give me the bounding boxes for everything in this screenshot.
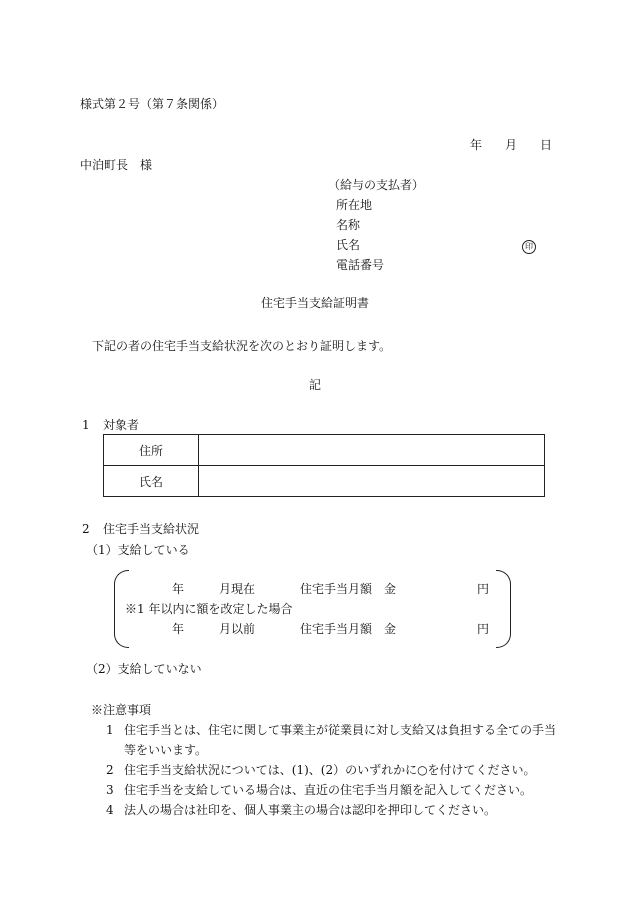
name-label-cell: 氏名 [104,466,199,497]
name-value-cell[interactable] [199,466,545,497]
option-not-paid: （2）支給していない [86,662,202,676]
table-row [104,466,545,497]
subject-table [103,434,545,497]
payer-address-label: 所在地 [336,198,373,212]
note-text: 法人の場合は社印を、個人事業主の場合は認印を押印してください。 [124,803,497,817]
payer-phone-label: 電話番号 [336,258,385,272]
note-text: 住宅手当を支給している場合は、直近の住宅手当月額を記入してください。 [124,783,533,797]
table-row [104,435,545,466]
date-year: 年 [470,138,483,152]
seal-icon: 印 [522,240,536,254]
line1-amount: 住宅手当月額 金 [300,582,397,596]
note-num: 4 [106,803,114,817]
note-text: 住宅手当支給状況については、(1)、(2）のいずれかに○を付けてください。 [124,763,536,777]
note-num: 2 [106,763,114,777]
section1-number: 1 [82,418,90,432]
line1-yen: 円 [477,582,490,596]
line2-yen: 円 [477,622,490,636]
section2-number: 2 [82,522,90,536]
note-text: 住宅手当とは、住宅に関して事業主が従業員に対し支給又は負担する全ての手当 [124,723,557,737]
line2-year: 年 [172,622,185,636]
option-paid: （1）支給している [86,543,190,557]
form-number: 様式第２号（第７条関係） [80,97,225,111]
date-month: 月 [505,138,518,152]
payer-person-label: 氏名 [336,238,361,252]
revision-note: ※1 年以内に額を改定した場合 [125,602,293,616]
note-text-cont: 等をいいます。 [124,743,208,757]
date-day: 日 [540,138,553,152]
notes-heading: ※注意事項 [91,703,152,717]
line2-amount: 住宅手当月額 金 [300,622,397,636]
section1-heading: 対象者 [103,418,140,432]
line1-month: 月現在 [219,582,256,596]
intro-text: 下記の者の住宅手当支給状況を次のとおり証明します。 [92,339,392,353]
address-label-cell: 住所 [104,435,199,466]
line1-year: 年 [172,582,185,596]
seal-mark [522,238,536,254]
payer-heading: （給与の支払者） [328,178,425,192]
document-title: 住宅手当支給証明書 [261,296,370,310]
address-value-cell[interactable] [199,435,545,466]
ki-mark: 記 [309,378,322,392]
note-num: 1 [106,723,114,737]
payer-name-label: 名称 [336,218,361,232]
note-num: 3 [106,783,114,797]
section2-heading: 住宅手当支給状況 [103,522,200,536]
addressee: 中泊町長 様 [80,158,153,172]
right-bracket [496,570,511,648]
line2-month: 月以前 [219,622,256,636]
